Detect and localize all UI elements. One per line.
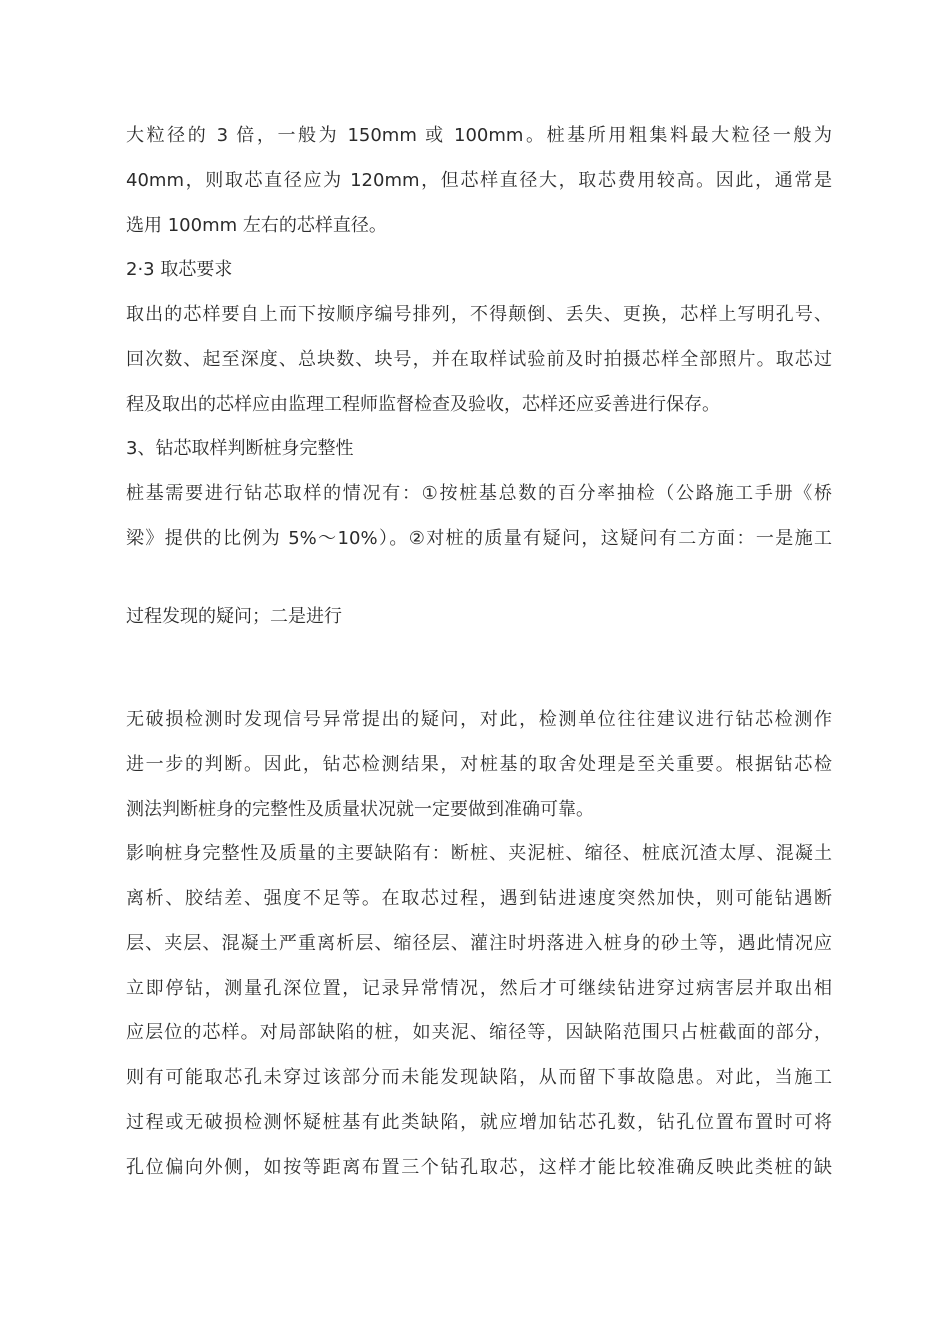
- text-line: 无破损检测时发现信号异常提出的疑问，对此，检测单位往往建议进行钻芯检测作: [126, 709, 832, 730]
- text-line: 桩基需要进行钻芯取样的情况有：①按桩基总数的百分率抽检（公路施工手册《桥: [126, 483, 832, 504]
- text-line: 取出的芯样要自上而下按顺序编号排列，不得颠倒、丢失、更换，芯样上写明孔号、: [126, 304, 832, 325]
- text-line: 影响桩身完整性及质量的主要缺陷有：断桩、夹泥桩、缩径、桩底沉渣太厚、混凝土: [126, 843, 832, 864]
- section-heading: 3、钻芯取样判断桩身完整性: [126, 438, 354, 459]
- text-line: 层、夹层、混凝土严重离析层、缩径层、灌注时坍落进入桩身的砂土等，遇此情况应: [126, 933, 832, 954]
- text-line: 回次数、起至深度、总块数、块号，并在取样试验前及时拍摄芯样全部照片。取芯过: [126, 349, 832, 370]
- text-line: 则有可能取芯孔未穿过该部分而未能发现缺陷，从而留下事故隐患。对此，当施工: [126, 1067, 832, 1088]
- text-line: 立即停钻，测量孔深位置，记录异常情况，然后才可继续钻进穿过病害层并取出相: [126, 978, 832, 999]
- text-line: 大粒径的 3 倍，一般为 150mm 或 100mm。桩基所用粗集料最大粒径一般为: [126, 125, 832, 146]
- section-heading: 2·3 取芯要求: [126, 259, 233, 280]
- text-line: 程及取出的芯样应由监理工程师监督检查及验收，芯样还应妥善进行保存。: [126, 394, 720, 415]
- text-line: 过程发现的疑问；二是进行: [126, 606, 342, 627]
- text-line: 40mm，则取芯直径应为 120mm，但芯样直径大，取芯费用较高。因此，通常是: [126, 170, 832, 191]
- text-line: 离析、胶结差、强度不足等。在取芯过程，遇到钻进速度突然加快，则可能钻遇断: [126, 888, 832, 909]
- text-line: 进一步的判断。因此，钻芯检测结果，对桩基的取舍处理是至关重要。根据钻芯检: [126, 754, 832, 775]
- text-line: 选用 100mm 左右的芯样直径。: [126, 215, 387, 236]
- text-line: 梁》提供的比例为 5%～10%）。②对桩的质量有疑问，这疑问有二方面：一是施工: [126, 528, 832, 549]
- text-line: 孔位偏向外侧，如按等距离布置三个钻孔取芯，这样才能比较准确反映此类桩的缺: [126, 1157, 832, 1178]
- text-line: 过程或无破损检测怀疑桩基有此类缺陷，就应增加钻芯孔数，钻孔位置布置时可将: [126, 1112, 832, 1133]
- text-line: 测法判断桩身的完整性及质量状况就一定要做到准确可靠。: [126, 799, 594, 820]
- text-line: 应层位的芯样。对局部缺陷的桩，如夹泥、缩径等，因缺陷范围只占桩截面的部分，: [126, 1022, 832, 1043]
